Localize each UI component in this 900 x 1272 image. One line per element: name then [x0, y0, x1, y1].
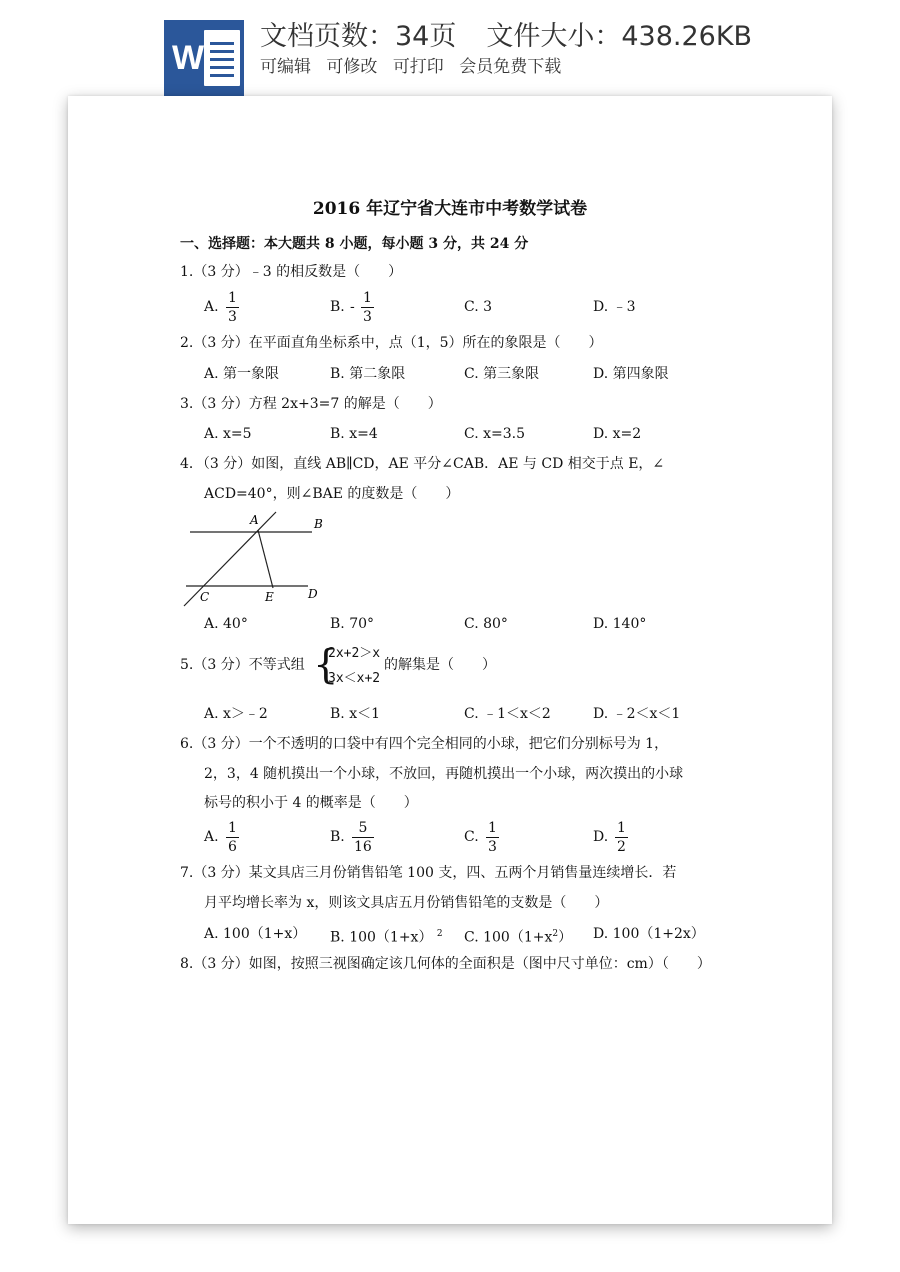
- q7-option-c-text: C. 100（1+x: [464, 929, 553, 946]
- q5-option-c: C. ﹣1＜x＜2: [464, 706, 551, 722]
- q6-c-denominator: 3: [488, 839, 497, 855]
- q3-option-d: D. x=2: [593, 426, 642, 442]
- q4-option-b: B. 70°: [330, 616, 375, 632]
- q6-a-denominator: 6: [228, 839, 237, 855]
- q1-b-denominator: 3: [363, 309, 372, 325]
- feature-list: [260, 56, 571, 78]
- section-heading: 一、选择题：本大题共 8 小题，每小题 3 分，共 24 分: [180, 236, 529, 252]
- q5-inequality-2: 3x＜x+2: [328, 671, 381, 686]
- word-icon-sheet: [204, 30, 240, 86]
- q1-option-c: C. 3: [464, 299, 493, 315]
- feature-member-free-download: 会员免费下载: [459, 57, 562, 77]
- q6-option-b-fraction: [352, 820, 374, 855]
- q6-option-c-label: C.: [464, 829, 479, 845]
- q5-option-d: D. ﹣2＜x＜1: [593, 706, 681, 722]
- q4-option-c: C. 80°: [464, 616, 508, 632]
- file-info-title: [260, 20, 752, 54]
- q6-b-numerator: 5: [358, 820, 368, 836]
- question-8-stem: 8.（3 分）如图，按照三视图确定该几何体的全面积是（图中尺寸单位：cm）（ ）: [180, 956, 711, 972]
- q5-system-brace: {: [313, 642, 339, 688]
- feature-printable: 可打印: [392, 57, 444, 77]
- q7-option-d: D. 100（1+2x）: [593, 926, 705, 942]
- q6-option-d-fraction: [615, 820, 628, 855]
- q1-option-d: D. ﹣3: [593, 299, 636, 315]
- point-label-c: C: [200, 590, 210, 604]
- question-6-stem-line-2: 2，3，4 随机摸出一个小球，不放回，再随机摸出一个小球，两次摸出的小球: [204, 766, 684, 782]
- q6-option-d-label: D.: [593, 829, 609, 845]
- q4-geometry-figure: [180, 506, 330, 611]
- q7-option-c-exponent: 2: [552, 929, 559, 939]
- q1-b-numerator: 1: [363, 290, 372, 306]
- q7-option-a: A. 100（1+x）: [204, 926, 307, 942]
- q4-option-d: D. 140°: [593, 616, 647, 632]
- q7-option-c: [464, 924, 572, 948]
- question-7-stem-line-2: 月平均增长率为 x，则该文具店五月份销售铅笔的支数是（ ）: [204, 895, 609, 911]
- q6-b-denominator: 16: [354, 839, 372, 855]
- page-count-text: 文档页数：34页: [260, 21, 457, 52]
- q6-option-c-fraction: [486, 820, 499, 855]
- feature-modifiable: 可修改: [326, 57, 378, 77]
- q7-option-b-exponent: 2: [436, 929, 443, 939]
- point-label-e: E: [265, 590, 274, 604]
- q4-option-a: A. 40°: [204, 616, 248, 632]
- q7-option-b-text: B. 100（1+x）: [330, 929, 433, 946]
- q2-option-b: B. 第二象限: [330, 366, 406, 382]
- q3-option-c: C. x=3.5: [464, 426, 526, 442]
- file-size-text: 文件大小：438.26KB: [486, 21, 753, 52]
- q5-option-a: A. x＞﹣2: [204, 706, 268, 722]
- q6-option-a-label: A.: [204, 829, 219, 845]
- line-ae: [258, 530, 273, 588]
- question-5-stem-suffix: 的解集是（ ）: [384, 657, 496, 673]
- page-title: 2016 年辽宁省大连市中考数学试卷: [312, 199, 588, 219]
- q1-a-denominator: 3: [228, 309, 237, 325]
- question-1-stem: 1.（3 分）﹣3 的相反数是（ ）: [180, 264, 403, 280]
- q6-d-numerator: 1: [617, 820, 626, 836]
- q6-c-numerator: 1: [488, 820, 497, 836]
- question-4-stem-line-2: ACD=40°，则∠BAE 的度数是（ ）: [204, 486, 460, 502]
- word-document-icon: [164, 20, 244, 96]
- q7-option-b: [330, 924, 443, 948]
- q6-option-a-fraction: [226, 820, 239, 855]
- point-label-a: A: [250, 513, 259, 527]
- q2-option-d: D. 第四象限: [593, 366, 669, 382]
- question-3-stem: 3.（3 分）方程 2x+3=7 的解是（ ）: [180, 396, 442, 412]
- download-banner: [0, 0, 900, 96]
- question-2-stem: 2.（3 分）在平面直角坐标系中，点（1，5）所在的象限是（ ）: [180, 335, 603, 351]
- question-4-stem-line-1: 4．（3 分）如图，直线 AB∥CD，AE 平分∠CAB．AE 与 CD 相交于点 E，∠: [180, 456, 665, 472]
- feature-editable: 可编辑: [260, 57, 311, 77]
- q1-a-numerator: 1: [228, 290, 237, 306]
- point-label-b: B: [314, 517, 323, 531]
- q2-option-a: A. 第一象限: [204, 366, 280, 382]
- q1-option-a-label: A.: [204, 299, 219, 315]
- q7-option-c-close: ）: [558, 929, 573, 946]
- q5-inequality-1: 2x+2＞x: [328, 646, 381, 661]
- q6-a-numerator: 1: [228, 820, 237, 836]
- line-ac: [184, 512, 276, 606]
- q6-d-denominator: 2: [617, 839, 626, 855]
- q5-option-b: B. x＜1: [330, 706, 380, 722]
- q6-option-b-label: B.: [330, 829, 345, 845]
- question-6-stem-line-3: 标号的积小于 4 的概率是（ ）: [204, 795, 418, 811]
- q3-option-a: A. x=5: [204, 426, 252, 442]
- document-page: [68, 96, 832, 1224]
- q1-option-b-sign: -: [350, 299, 355, 315]
- question-6-stem-line-1: 6.（3 分）一个不透明的口袋中有四个完全相同的小球，把它们分别标号为 1，: [180, 736, 669, 752]
- q1-option-b-fraction: [361, 290, 374, 325]
- q1-option-a-fraction: [226, 290, 239, 325]
- question-7-stem-line-1: 7.（3 分）某文具店三月份销售铅笔 100 支，四、五两个月销售量连续增长．若: [180, 865, 677, 881]
- question-5-stem-prefix: 5.（3 分）不等式组: [180, 657, 305, 673]
- word-icon-letter: W: [171, 39, 205, 77]
- q2-option-c: C. 第三象限: [464, 366, 540, 382]
- q1-option-b-label: B.: [330, 299, 345, 315]
- q3-option-b: B. x=4: [330, 426, 378, 442]
- point-label-d: D: [308, 587, 318, 601]
